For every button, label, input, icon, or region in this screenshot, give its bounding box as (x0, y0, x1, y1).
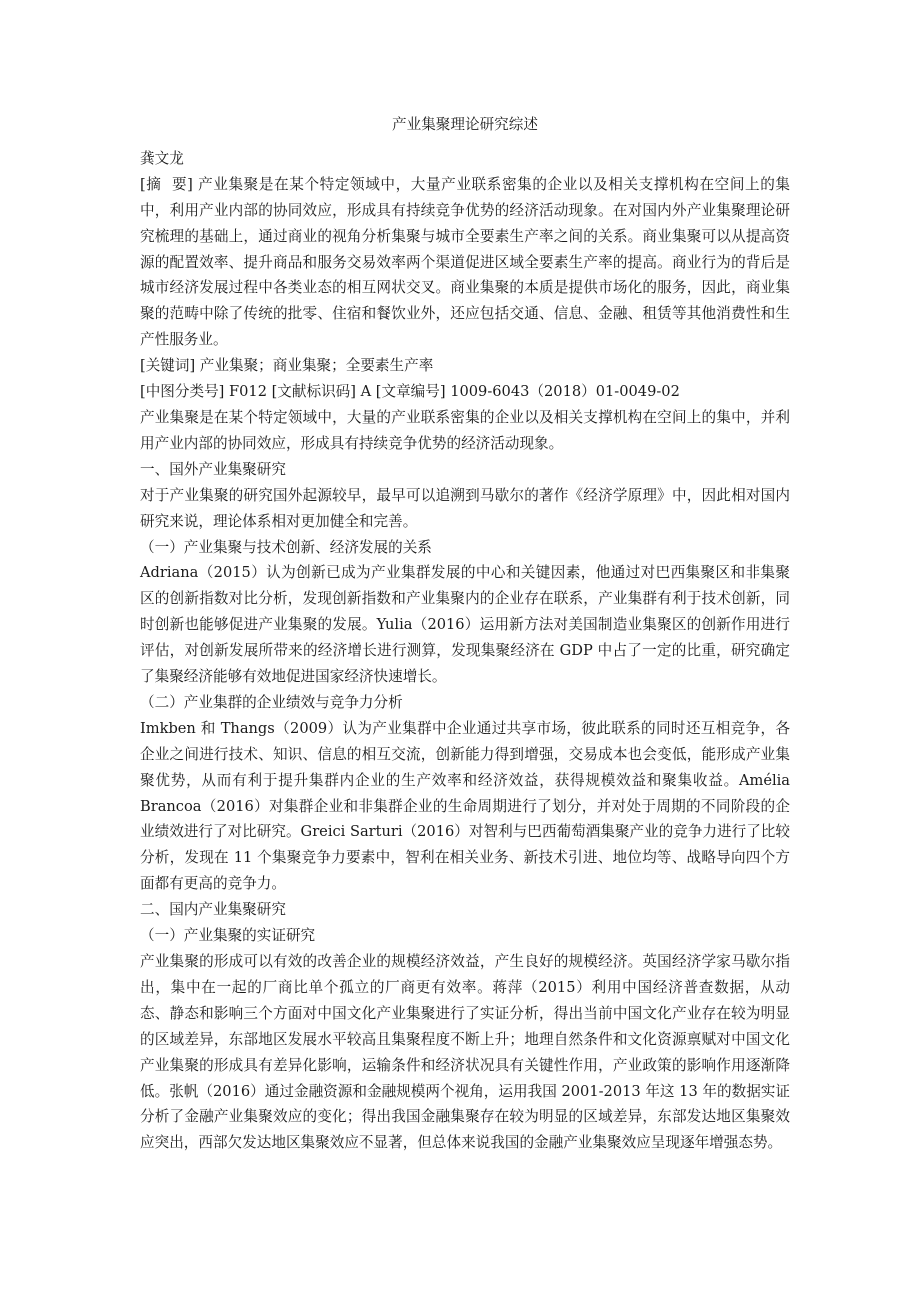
subsection-heading: （二）产业集群的企业绩效与竞争力分析 (140, 693, 403, 711)
abstract-text: 产业集聚是在某个特定领域中，大量产业联系密集的企业以及相关支撑机构在空间上的集中，利用产业内部的协同效应，形成具有持续竞争优势的经济活动现象。在对国内外产业集聚理论研究梳理的基础上，通过商业的视角分析集聚与城市全要素生产率之间的关系。商业集聚可以从提高资源的配置效率、提升商品和服务交易效率两个渠道促进区域全要素生产率的提高。商业行为的背后是城市经济发展过程中各类业态的相互网状交叉。商业集聚的本质是提供市场化的服务，因此，商业集聚的范畴中除了传统的批零、住宿和餐饮业外，还应包括交通、信息、金融、租赁等其他消费性和生产性服务业。 (140, 175, 790, 349)
intro-paragraph: 产业集聚是在某个特定领域中，大量的产业联系密集的企业以及相关支撑机构在空间上的集中，并利用产业内部的协同效应，形成具有持续竞争优势的经济活动现象。 (140, 408, 790, 452)
subsection-paragraph: Imkben 和 Thangs（2009）认为产业集群中企业通过共享市场，彼此联系的同时还互相竞争，各企业之间进行技术、知识、信息的相互交流，创新能力得到增强，交易成本也会变低，能形成产业集聚优势，从而有利于提升集群内企业的生产效率和经济效益，获得规模效益和聚集收益。Amélia Brancoa（2016）对集群企业和非集群企业的生命周期进行了划分，并对处于周期的不同阶段的企业绩效进行了对比研究。Greici Sarturi（2016）对智利与巴西葡萄酒集聚产业的竞争力进行了比较分析，发现在 11 个集聚竞争力要素中，智利在相关业务、新技术引进、地位均等、战略导向四个方面都有更高的竞争力。 (140, 719, 790, 893)
abstract (140, 172, 790, 353)
subsection-heading: （一）产业集聚与技术创新、经济发展的关系 (140, 538, 432, 556)
section-heading: 二、国内产业集聚研究 (140, 901, 286, 919)
section-paragraph: 对于产业集聚的研究国外起源较早，最早可以追溯到马歇尔的著作《经济学原理》中，因此相对国内研究来说，理论体系相对更加健全和完善。 (140, 486, 790, 530)
classification-line: [中图分类号] F012 [文献标识码] A [文章编号] 1009-6043（2018）01-0049-02 (140, 383, 680, 401)
keywords (140, 353, 790, 379)
keywords-text: 产业集聚；商业集聚；全要素生产率 (195, 357, 434, 375)
section-heading: 一、国外产业集聚研究 (140, 460, 286, 478)
subsection-paragraph: Adriana（2015）认为创新已成为产业集群发展的中心和关键因素，他通过对巴西集聚区和非集聚区的创新指数对比分析，发现创新指数和产业集聚内的企业存在联系，产业集群有利于技术创新，同时创新也能够促进产业集聚的发展。Yulia（2016）运用新方法对美国制造业集聚区的创新作用进行评估，对创新发展所带来的经济增长进行测算，发现集聚经济在 GDP 中占了一定的比重，研究确定了集聚经济能够有效地促进国家经济快速增长。 (140, 564, 790, 686)
subsection-paragraph: 产业集聚的形成可以有效的改善企业的规模经济效益，产生良好的规模经济。英国经济学家马歇尔指出，集中在一起的厂商比单个孤立的厂商更有效率。蒋萍（2015）利用中国经济普查数据，从动态、静态和影响三个方面对中国文化产业集聚进行了实证分析，得出当前中国文化产业存在较为明显的区域差异，东部地区发展水平较高且集聚程度不断上升；地理自然条件和文化资源禀赋对中国文化产业集聚的形成具有差异化影响，运输条件和经济状况具有关键性作用，产业政策的影响作用逐渐降低。张帆（2016）通过金融资源和金融规模两个视角，运用我国 2001-2013 年这 13 年的数据实证分析了金融产业集聚效应的变化；得出我国金融集聚存在较为明显的区域差异，东部发达地区集聚效应突出，西部欠发达地区集聚效应不显著，但总体来说我国的金融产业集聚效应呈现逐年增强态势。 (140, 953, 790, 1152)
article (140, 112, 790, 1156)
article-title: 产业集聚理论研究综述 (392, 116, 538, 133)
keywords-label: [关键词] (140, 357, 196, 375)
abstract-label: [摘 要] (140, 175, 193, 193)
author: 龚文龙 (140, 149, 184, 167)
subsection-heading: （一）产业集聚的实证研究 (140, 927, 316, 945)
